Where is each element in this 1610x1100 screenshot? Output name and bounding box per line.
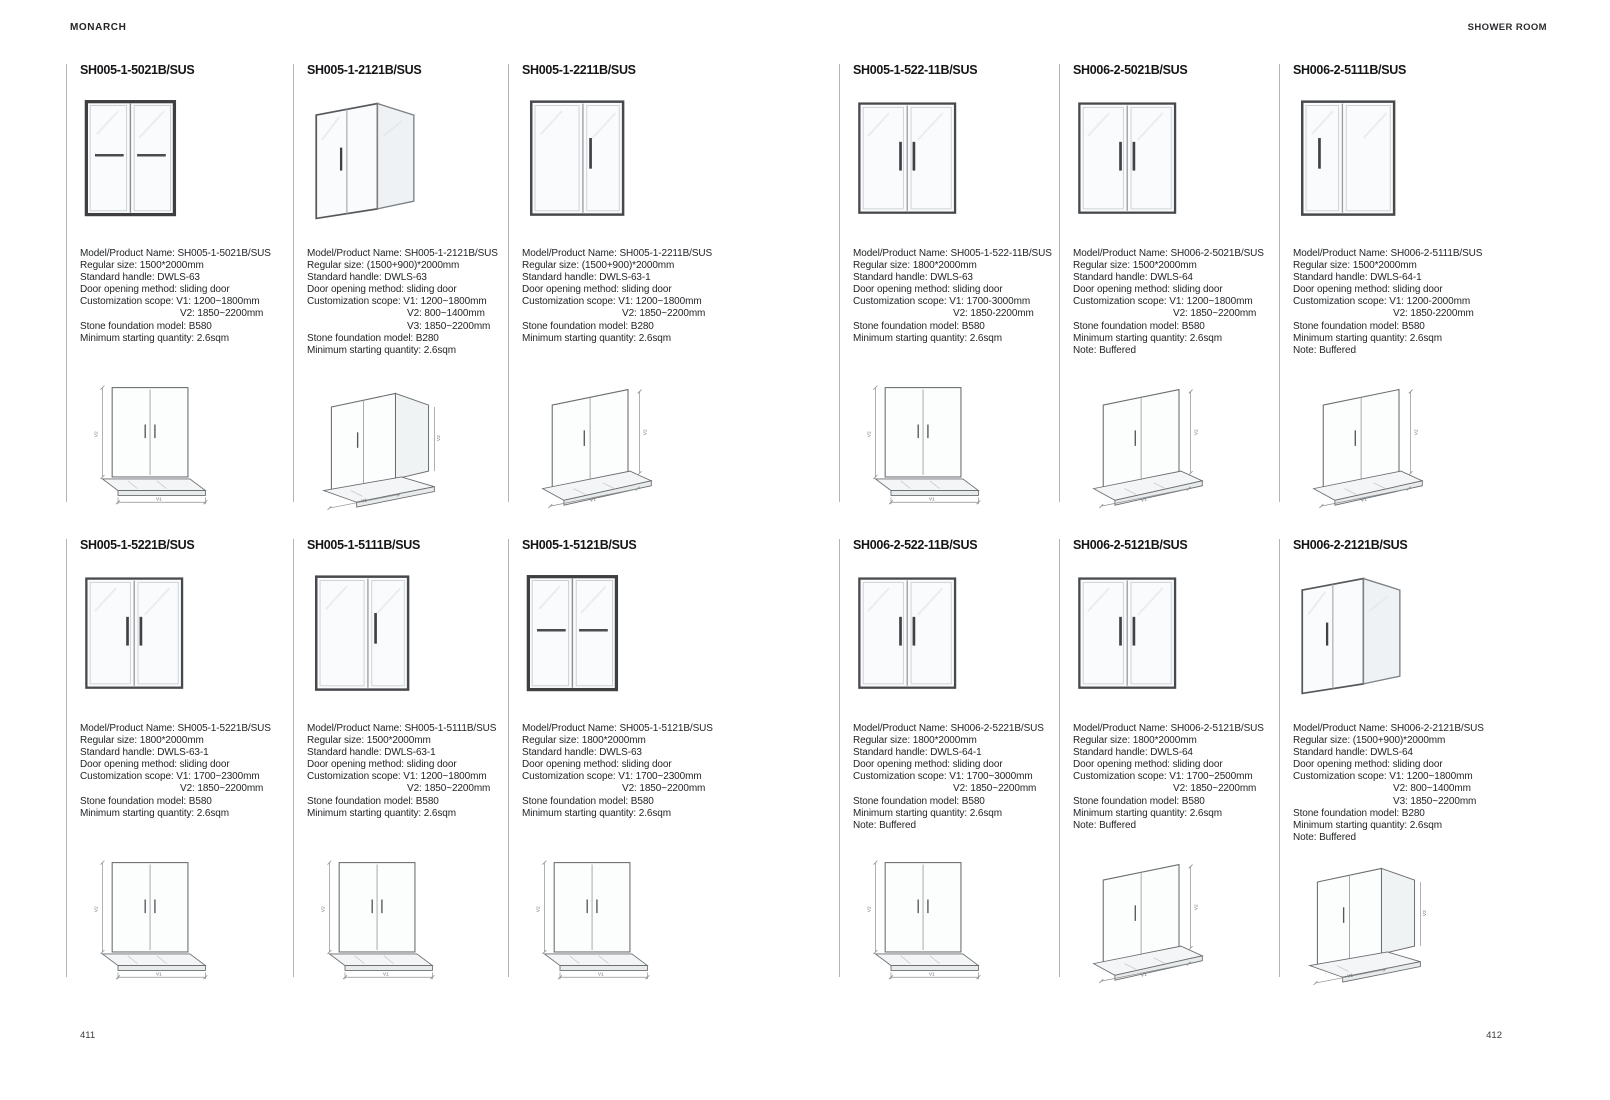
spec-line: Model/Product Name: SH006-2-5121B/SUS — [1073, 723, 1264, 734]
spec-line: Standard handle: DWLS-64 — [1073, 747, 1193, 759]
product-title: SH005-1-522-11B/SUS — [853, 63, 978, 77]
product-card — [522, 62, 730, 510]
spec-line: Stone foundation model: B580 — [80, 320, 212, 332]
product-title: SH006-2-5121B/SUS — [1073, 538, 1188, 552]
spec-line: Customization scope: V1: 1200~1800mm — [1293, 771, 1473, 783]
spec-line: Stone foundation model: B580 — [853, 320, 985, 332]
shower-door-drawing — [80, 94, 198, 228]
technical-drawing — [1293, 374, 1501, 510]
product-illustration — [1293, 553, 1501, 723]
spec-line: V2: 1850-2200mm — [953, 308, 1034, 320]
product-card — [1293, 62, 1501, 510]
product-specs — [1073, 723, 1281, 845]
spec-line: Door opening method: sliding door — [853, 759, 1003, 771]
spec-line: Stone foundation model: B580 — [1073, 320, 1205, 332]
product-illustration — [853, 78, 1061, 248]
spec-line: Stone foundation model: B280 — [522, 320, 654, 332]
product-card — [522, 537, 730, 985]
spec-line: V2: 1850-2200mm — [1393, 308, 1474, 320]
product-specs — [853, 248, 1061, 370]
spec-line: Customization scope: V1: 1200~1800mm — [522, 296, 702, 308]
spec-line: Minimum starting quantity: 2.6sqm — [1293, 332, 1442, 344]
spec-line: Customization scope: V1: 1700~2500mm — [1073, 771, 1253, 783]
product-specs — [1293, 723, 1501, 845]
product-illustration — [80, 78, 288, 248]
product-specs — [1293, 248, 1501, 370]
spec-line: Model/Product Name: SH005-1-2121B/SUS — [307, 248, 498, 259]
product-title: SH006-2-2121B/SUS — [1293, 538, 1408, 552]
spec-line: Regular size: 1800*2000mm — [1073, 735, 1197, 747]
shower-door-drawing — [1073, 569, 1191, 703]
spec-line: Stone foundation model: B580 — [853, 795, 985, 807]
dimension-drawing — [315, 849, 443, 985]
spec-line: Regular size: 1800*2000mm — [522, 735, 646, 747]
spec-line: Standard handle: DWLS-63-1 — [307, 747, 436, 759]
spec-line: Model/Product Name: SH005-1-5221B/SUS — [80, 723, 271, 734]
spec-line: V2: 800~1400mm — [407, 308, 485, 320]
technical-drawing — [853, 374, 1061, 510]
spec-line: Door opening method: sliding door — [80, 759, 230, 771]
spec-line: Regular size: (1500+900)*2000mm — [522, 260, 675, 272]
spec-line: V2: 1850~2200mm — [1173, 308, 1257, 320]
spec-line: Stone foundation model: B580 — [1073, 795, 1205, 807]
technical-drawing — [522, 849, 730, 985]
product-specs — [80, 248, 288, 370]
spec-line: Model/Product Name: SH006-2-5021B/SUS — [1073, 248, 1264, 259]
product-card — [307, 537, 515, 985]
spec-line: Regular size: (1500+900)*2000mm — [307, 260, 460, 272]
spec-line: V2: 1850~2200mm — [180, 783, 264, 795]
technical-drawing — [80, 849, 288, 985]
spec-line: Door opening method: sliding door — [522, 759, 672, 771]
product-card — [1073, 62, 1281, 510]
shower-door-drawing — [522, 569, 640, 703]
spec-line: Model/Product Name: SH005-1-5121B/SUS — [522, 723, 713, 734]
product-illustration — [1073, 553, 1281, 723]
spec-line: Stone foundation model: B580 — [1293, 320, 1425, 332]
spec-line: Door opening method: sliding door — [1073, 284, 1223, 296]
spec-line: Regular size: 1500*2000mm — [80, 260, 204, 272]
spec-line: V2: 1850~2200mm — [622, 783, 706, 795]
spec-line: Model/Product Name: SH006-2-5111B/SUS — [1293, 248, 1483, 259]
product-title: SH005-1-5111B/SUS — [307, 538, 421, 552]
shower-door-drawing — [307, 94, 425, 228]
spec-line: Regular size: 1500*2000mm — [1293, 260, 1417, 272]
spec-line: Regular size: 1500*2000mm — [307, 735, 431, 747]
product-title: SH006-2-522-11B/SUS — [853, 538, 978, 552]
product-specs — [522, 723, 730, 845]
dimension-drawing — [861, 849, 989, 985]
spec-line: Door opening method: sliding door — [1073, 759, 1223, 771]
shower-door-drawing — [1073, 94, 1191, 228]
spec-line: Minimum starting quantity: 2.6sqm — [80, 807, 229, 819]
shower-door-drawing — [1293, 94, 1411, 228]
product-illustration — [80, 553, 288, 723]
spec-line: Standard handle: DWLS-63 — [80, 272, 200, 284]
dimension-drawing — [88, 849, 216, 985]
product-card — [307, 62, 515, 510]
technical-drawing — [307, 849, 515, 985]
spec-line: Regular size: 1500*2000mm — [1073, 260, 1197, 272]
technical-drawing — [307, 374, 515, 510]
technical-drawing — [522, 374, 730, 510]
dimension-drawing — [530, 374, 658, 510]
spec-line: Regular size: 1800*2000mm — [853, 735, 977, 747]
spec-line: Minimum starting quantity: 2.6sqm — [307, 344, 456, 356]
technical-drawing — [1073, 374, 1281, 510]
brand-logo-text: MONARCH — [70, 22, 127, 33]
spec-line: Door opening method: sliding door — [1293, 759, 1443, 771]
spec-line: Regular size: 1800*2000mm — [853, 260, 977, 272]
spec-line: Minimum starting quantity: 2.6sqm — [522, 332, 671, 344]
product-specs — [307, 723, 515, 845]
product-title: SH006-2-5021B/SUS — [1073, 63, 1188, 77]
spec-line: Minimum starting quantity: 2.6sqm — [1293, 819, 1442, 831]
technical-drawing — [1073, 849, 1281, 985]
spec-line: Customization scope: V1: 1700~3000mm — [853, 771, 1033, 783]
spec-line: Door opening method: sliding door — [307, 284, 457, 296]
spec-line: Stone foundation model: B280 — [1293, 807, 1425, 819]
product-card — [853, 62, 1061, 510]
shower-door-drawing — [853, 94, 971, 228]
product-specs — [1073, 248, 1281, 370]
spec-line: V2: 1850~2200mm — [1173, 783, 1257, 795]
spec-line: V2: 1850~2200mm — [953, 783, 1037, 795]
spec-line: Minimum starting quantity: 2.6sqm — [853, 807, 1002, 819]
spec-line: Note: Buffered — [1293, 831, 1356, 843]
spec-line: Model/Product Name: SH005-1-522-11B/SUS — [853, 248, 1052, 259]
spec-line: V2: 1850~2200mm — [622, 308, 706, 320]
product-card — [80, 62, 288, 510]
shower-door-drawing — [853, 569, 971, 703]
spec-line: Minimum starting quantity: 2.6sqm — [853, 332, 1002, 344]
spec-line: Regular size: (1500+900)*2000mm — [1293, 735, 1446, 747]
spec-line: V3: 1850~2200mm — [407, 320, 491, 332]
spec-line: Door opening method: sliding door — [1293, 284, 1443, 296]
product-title: SH005-1-5121B/SUS — [522, 538, 637, 552]
spec-line: Customization scope: V1: 1200~1800mm — [307, 296, 487, 308]
product-specs — [522, 248, 730, 370]
product-title: SH005-1-5021B/SUS — [80, 63, 195, 77]
spec-line: V3: 1850~2200mm — [1393, 795, 1477, 807]
spec-line: Minimum starting quantity: 2.6sqm — [1073, 332, 1222, 344]
spec-line: Note: Buffered — [1293, 344, 1356, 356]
product-card — [1073, 537, 1281, 985]
product-specs — [853, 723, 1061, 845]
technical-drawing — [1293, 849, 1501, 985]
product-title: SH006-2-5111B/SUS — [1293, 63, 1407, 77]
spec-line: Standard handle: DWLS-64-1 — [1293, 272, 1422, 284]
spec-line: Note: Buffered — [853, 819, 916, 831]
spec-line: Customization scope: V1: 1700~2300mm — [522, 771, 702, 783]
product-title: SH005-1-2211B/SUS — [522, 63, 636, 77]
spec-line: Door opening method: sliding door — [307, 759, 457, 771]
spec-line: Minimum starting quantity: 2.6sqm — [522, 807, 671, 819]
technical-drawing — [80, 374, 288, 510]
spec-line: Standard handle: DWLS-63-1 — [80, 747, 209, 759]
shower-door-drawing — [1293, 569, 1411, 703]
spec-line: Minimum starting quantity: 2.6sqm — [80, 332, 229, 344]
page-number-left: 411 — [80, 1030, 96, 1041]
dimension-drawing — [88, 374, 216, 510]
spec-line: Regular size: 1800*2000mm — [80, 735, 204, 747]
shower-door-drawing — [80, 569, 198, 703]
dimension-drawing — [1081, 374, 1209, 510]
dimension-drawing — [315, 374, 443, 510]
spec-line: Customization scope: V1: 1200~1800mm — [80, 296, 260, 308]
product-illustration — [853, 553, 1061, 723]
spec-line: Customization scope: V1: 1200~1800mm — [1073, 296, 1253, 308]
spec-line: V2: 1850~2200mm — [407, 783, 491, 795]
spec-line: Model/Product Name: SH005-1-5111B/SUS — [307, 723, 497, 734]
spec-line: Door opening method: sliding door — [522, 284, 672, 296]
spec-line: Door opening method: sliding door — [853, 284, 1003, 296]
product-card — [80, 537, 288, 985]
spec-line: Stone foundation model: B580 — [80, 795, 212, 807]
spec-line: Note: Buffered — [1073, 344, 1136, 356]
product-title: SH005-1-5221B/SUS — [80, 538, 195, 552]
product-illustration — [307, 553, 515, 723]
dimension-drawing — [861, 374, 989, 510]
dimension-drawing — [530, 849, 658, 985]
spec-line: Model/Product Name: SH006-2-2121B/SUS — [1293, 723, 1484, 734]
product-card — [1293, 537, 1501, 985]
spec-line: Standard handle: DWLS-63 — [853, 272, 973, 284]
spec-line: Note: Buffered — [1073, 819, 1136, 831]
spec-line: Stone foundation model: B580 — [522, 795, 654, 807]
product-illustration — [1073, 78, 1281, 248]
dimension-drawing — [1081, 849, 1209, 985]
product-card — [853, 537, 1061, 985]
product-illustration — [307, 78, 515, 248]
spec-line: Customization scope: V1: 1700~2300mm — [80, 771, 260, 783]
product-illustration — [522, 553, 730, 723]
product-specs — [80, 723, 288, 845]
product-illustration — [1293, 78, 1501, 248]
product-illustration — [522, 78, 730, 248]
shower-door-drawing — [307, 569, 425, 703]
section-title: SHOWER ROOM — [1467, 22, 1547, 33]
spec-line: Standard handle: DWLS-64 — [1073, 272, 1193, 284]
spec-line: V2: 1850~2200mm — [180, 308, 264, 320]
shower-door-drawing — [522, 94, 640, 228]
spec-line: Model/Product Name: SH006-2-5221B/SUS — [853, 723, 1044, 734]
spec-line: Standard handle: DWLS-63 — [307, 272, 427, 284]
spec-line: Standard handle: DWLS-63-1 — [522, 272, 651, 284]
spec-line: Standard handle: DWLS-64-1 — [853, 747, 982, 759]
spec-line: Customization scope: V1: 1700-3000mm — [853, 296, 1031, 308]
product-title: SH005-1-2121B/SUS — [307, 63, 422, 77]
spec-line: Customization scope: V1: 1200-2000mm — [1293, 296, 1471, 308]
technical-drawing — [853, 849, 1061, 985]
page-number-right: 412 — [1486, 1030, 1502, 1041]
spec-line: Model/Product Name: SH005-1-2211B/SUS — [522, 248, 713, 259]
dimension-drawing — [1301, 849, 1429, 985]
spec-line: Standard handle: DWLS-63 — [522, 747, 642, 759]
spec-line: Minimum starting quantity: 2.6sqm — [1073, 807, 1222, 819]
dimension-drawing — [1301, 374, 1429, 510]
spec-line: Customization scope: V1: 1200~1800mm — [307, 771, 487, 783]
spec-line: Minimum starting quantity: 2.6sqm — [307, 807, 456, 819]
spec-line: Model/Product Name: SH005-1-5021B/SUS — [80, 248, 271, 259]
product-specs — [307, 248, 515, 370]
spec-line: Stone foundation model: B580 — [307, 795, 439, 807]
spec-line: Standard handle: DWLS-64 — [1293, 747, 1413, 759]
spec-line: V2: 800~1400mm — [1393, 783, 1471, 795]
spec-line: Stone foundation model: B280 — [307, 332, 439, 344]
spec-line: Door opening method: sliding door — [80, 284, 230, 296]
